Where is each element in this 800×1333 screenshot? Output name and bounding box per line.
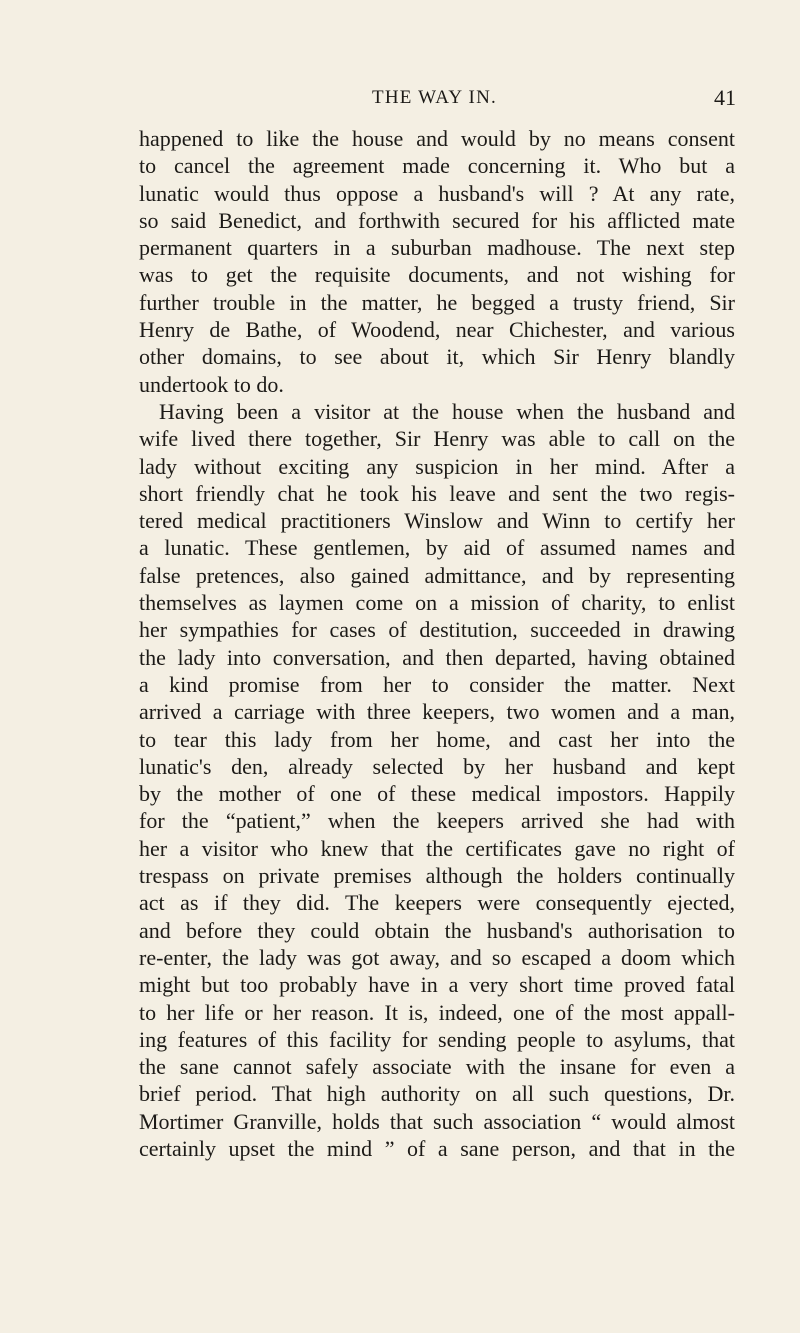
text-line: other domains, to see about it, which Sir Henry blandly [139,344,735,370]
text-line: might but too probably have in a very short time proved fatal [139,972,735,998]
text-line: lunatic would thus oppose a husband's will ? At any rate, [139,180,735,206]
text-line: wife lived there together, Sir Henry was able to call on the [139,426,735,452]
text-line: themselves as laymen come on a mission of charity, to enlist [139,590,735,616]
text-line: a lunatic. These gentlemen, by aid of assumed names and [139,535,735,561]
text-line: arrived a carriage with three keepers, two women and a man, [139,699,735,725]
running-title: THE WAY IN. [372,87,497,108]
text-line: tered medical practitioners Winslow and Winn to certify her [139,508,735,534]
text-line: so said Benedict, and forthwith secured for his afflicted mate [139,207,735,233]
text-line: act as if they did. The keepers were consequently ejected, [139,890,735,916]
text-line: ing features of this facility for sending people to asylums, that [139,1026,735,1052]
text-line: short friendly chat he took his leave and sent the two regis- [139,480,735,506]
text-line: and before they could obtain the husband's authorisation to [139,917,735,943]
text-line: further trouble in the matter, he begged a trusty friend, Sir [139,289,735,315]
text-line: Mortimer Granville, holds that such association “ would almost [139,1108,735,1134]
text-line: by the mother of one of these medical impostors. Happily [139,781,735,807]
text-line: for the “patient,” when the keepers arrived she had with [139,808,735,834]
body-text [139,125,735,1162]
text-line: lunatic's den, already selected by her husband and kept [139,753,735,779]
paragraph-start-line: Having been a visitor at the house when the husband and [159,398,735,424]
text-line: a kind promise from her to consider the matter. Next [139,671,735,697]
text-line: the lady into conversation, and then departed, having obtained [139,644,735,670]
text-line: brief period. That high authority on all such questions, Dr. [139,1081,735,1107]
text-line: to her life or her reason. It is, indeed, one of the most appall- [139,999,735,1025]
text-line: false pretences, also gained admittance, and by representing [139,562,735,588]
text-line: the sane cannot safely associate with the insane for even a [139,1054,735,1080]
page-number: 41 [714,85,736,110]
text-line: re-enter, the lady was got away, and so escaped a doom which [139,944,735,970]
text-line: her sympathies for cases of destitution, succeeded in drawing [139,617,735,643]
text-line: happened to like the house and would by no means consent [139,126,735,151]
text-line: lady without exciting any suspicion in her mind. After a [139,453,735,479]
text-line: permanent quarters in a suburban madhouse. The next step [139,235,735,261]
text-line: was to get the requisite documents, and not wishing for [139,262,735,288]
text-line: to tear this lady from her home, and cast her into the [139,726,735,752]
text-line: to cancel the agreement made concerning it. Who but a [139,153,735,179]
text-line: her a visitor who knew that the certificates gave no right of [139,835,735,861]
text-line: undertook to do. [139,371,284,397]
text-line: certainly upset the mind ” of a sane person, and that in the [139,1135,735,1161]
text-line: trespass on private premises although the holders continually [139,863,735,889]
text-line: Henry de Bathe, of Woodend, near Chichester, and various [139,317,735,343]
running-header [133,86,736,110]
